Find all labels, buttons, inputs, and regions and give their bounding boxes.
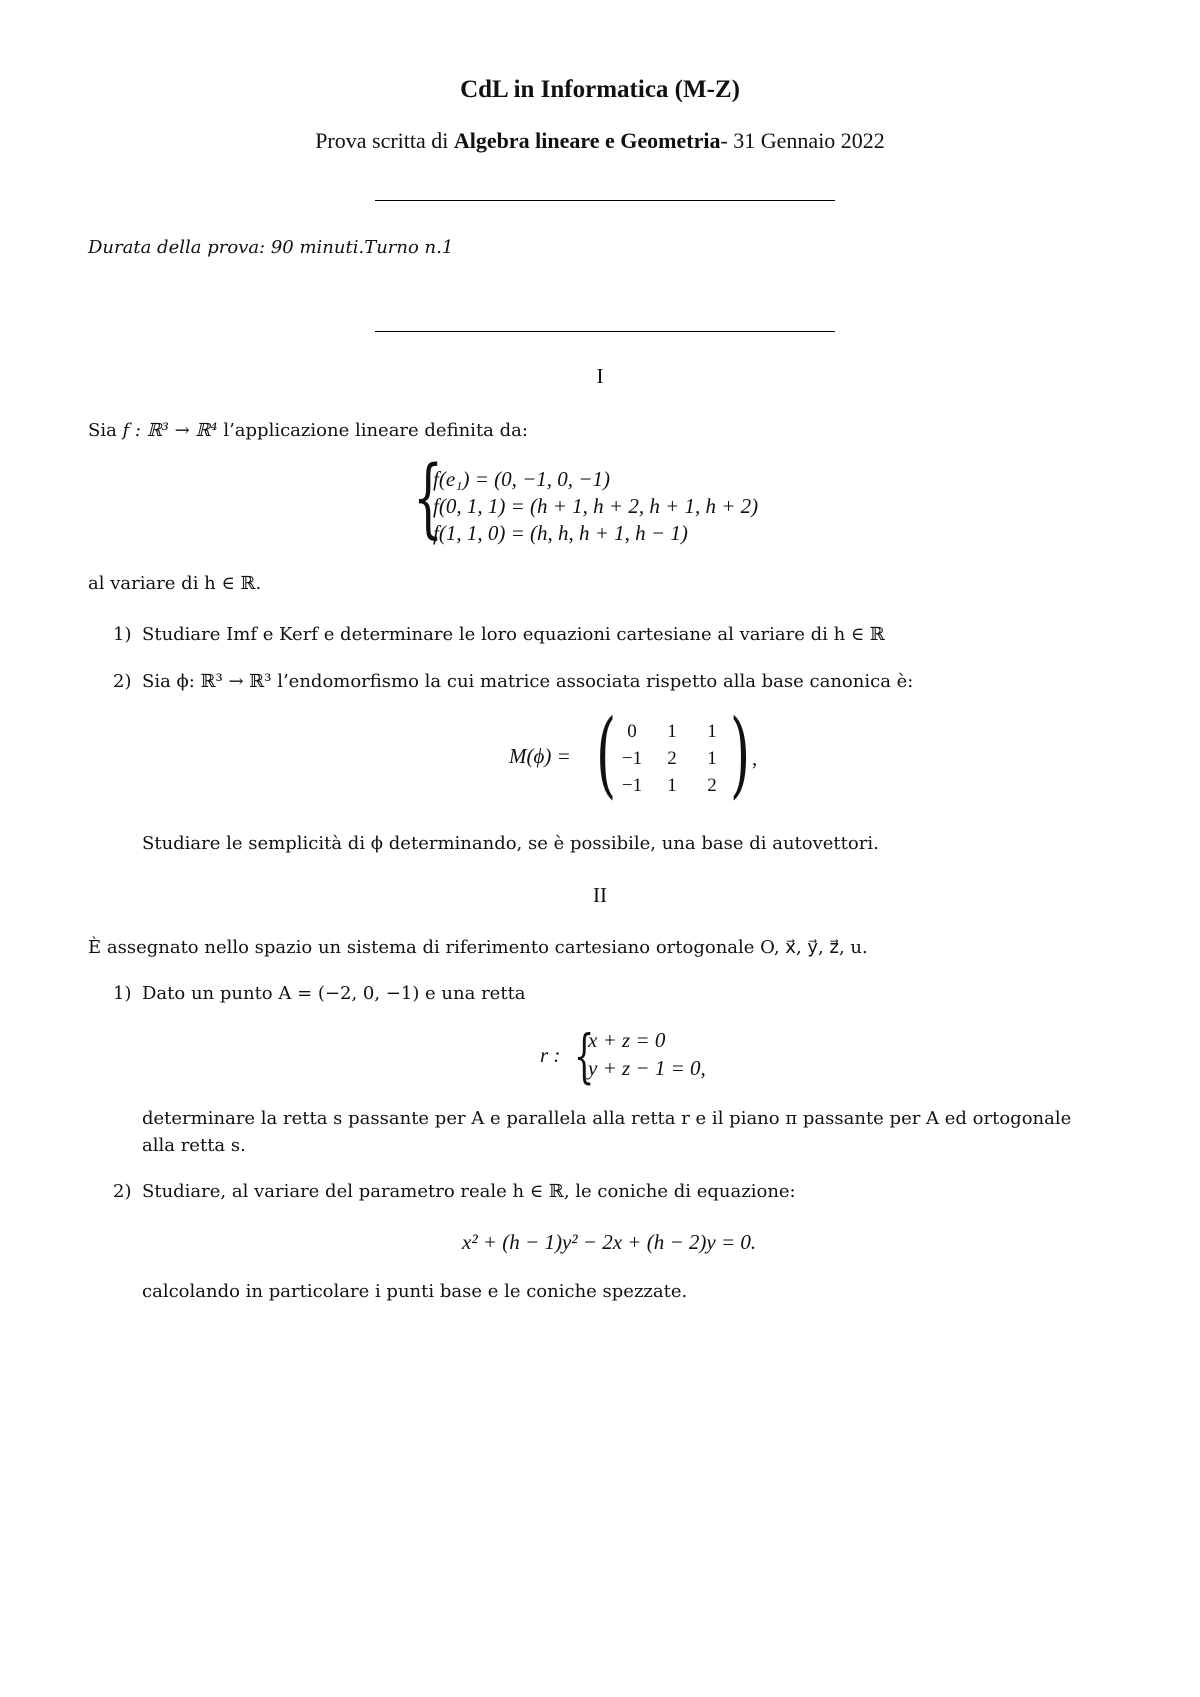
conic-equation: x² + (h − 1)y² − 2x + (h − 2)y = 0. — [462, 1230, 757, 1254]
s2-item1-text: Dato un punto A = (−2, 0, −1) e una retta — [142, 983, 526, 1004]
subtitle-course: Algebra lineare e Geometria — [453, 128, 721, 153]
matrix-cell: 1 — [707, 747, 717, 769]
s2-item1-task-1: determinare la retta s passante per A e parallela alla retta r e il piano π passante per A ed ortogonale — [142, 1108, 1072, 1129]
line-eq-1: x + z = 0 — [588, 1028, 666, 1052]
page-title: CdL in Informatica (M-Z) — [460, 76, 740, 103]
matrix-row — [612, 772, 732, 799]
system-eq-1: f(e₁) = (0, −1, 0, −1) — [433, 467, 610, 491]
matrix-table — [612, 718, 732, 799]
matrix-cell: −1 — [621, 774, 643, 796]
divider-top — [375, 200, 835, 201]
matrix-left-paren: ( — [596, 700, 617, 809]
section2-intro: È assegnato nello spazio un sistema di riferimento cartesiano ortogonale O, x⃗, y⃗, z⃗, u. — [88, 937, 868, 958]
system-eq-2: f(0, 1, 1) = (h + 1, h + 2, h + 1, h + 2) — [433, 494, 759, 518]
matrix-right-paren: ) — [730, 700, 751, 809]
line-label: r : — [540, 1043, 561, 1067]
matrix-cell: 1 — [667, 720, 677, 742]
variation-text: al variare di h ∈ ℝ. — [88, 573, 262, 594]
s2-item2-task: calcolando in particolare i punti base e le coniche spezzate. — [142, 1281, 688, 1302]
matrix-cell: 1 — [707, 720, 717, 742]
divider-bottom — [375, 331, 835, 332]
section-heading-1: I — [596, 364, 604, 388]
exam-subtitle — [0, 128, 1200, 154]
matrix — [612, 718, 732, 799]
matrix-comma: , — [752, 746, 758, 770]
item2-study: Studiare le semplicità di ϕ determinando, se è possibile, una base di autovettori. — [142, 833, 879, 854]
matrix-row — [612, 718, 732, 745]
intro-post: l’applicazione lineare definita da: — [217, 420, 528, 441]
system-brace: { — [413, 448, 444, 548]
subtitle-prefix: Prova scritta di — [315, 128, 454, 153]
system-eq-3: f(1, 1, 0) = (h, h, h + 1, h − 1) — [433, 521, 688, 545]
item2-text: Sia ϕ: ℝ³ → ℝ³ l’endomorfismo la cui matrice associata rispetto alla base canonica è: — [142, 671, 914, 692]
section1-intro — [88, 419, 528, 443]
matrix-cell: 2 — [667, 747, 677, 769]
duration-note: Durata della prova: 90 minuti.Turno n.1 — [88, 237, 454, 258]
line-eq-2: y + z − 1 = 0, — [588, 1056, 706, 1080]
matrix-cell: 2 — [707, 774, 717, 796]
subtitle-date: - 31 Gennaio 2022 — [720, 128, 885, 153]
line-system-brace: { — [574, 1022, 595, 1090]
s2-item2-text: Studiare, al variare del parametro reale h ∈ ℝ, le coniche di equazione: — [142, 1181, 796, 1202]
intro-map: f : ℝ³ → ℝ⁴ — [122, 420, 218, 441]
item1-number: 1) — [113, 624, 132, 645]
item2-number: 2) — [113, 671, 132, 692]
matrix-cell: 0 — [627, 720, 637, 742]
intro-pre: Sia — [88, 420, 123, 441]
s2-item1-number: 1) — [113, 983, 132, 1004]
s2-item2-number: 2) — [113, 1181, 132, 1202]
matrix-row — [612, 745, 732, 772]
s2-item1-task-2: alla retta s. — [142, 1135, 246, 1156]
matrix-cell: −1 — [621, 747, 643, 769]
section-heading-2: II — [593, 883, 607, 907]
item1-text: Studiare Imf e Kerf e determinare le loro equazioni cartesiane al variare di h ∈ ℝ — [142, 624, 885, 645]
matrix-label: M(ϕ) = — [509, 744, 571, 768]
matrix-cell: 1 — [667, 774, 677, 796]
